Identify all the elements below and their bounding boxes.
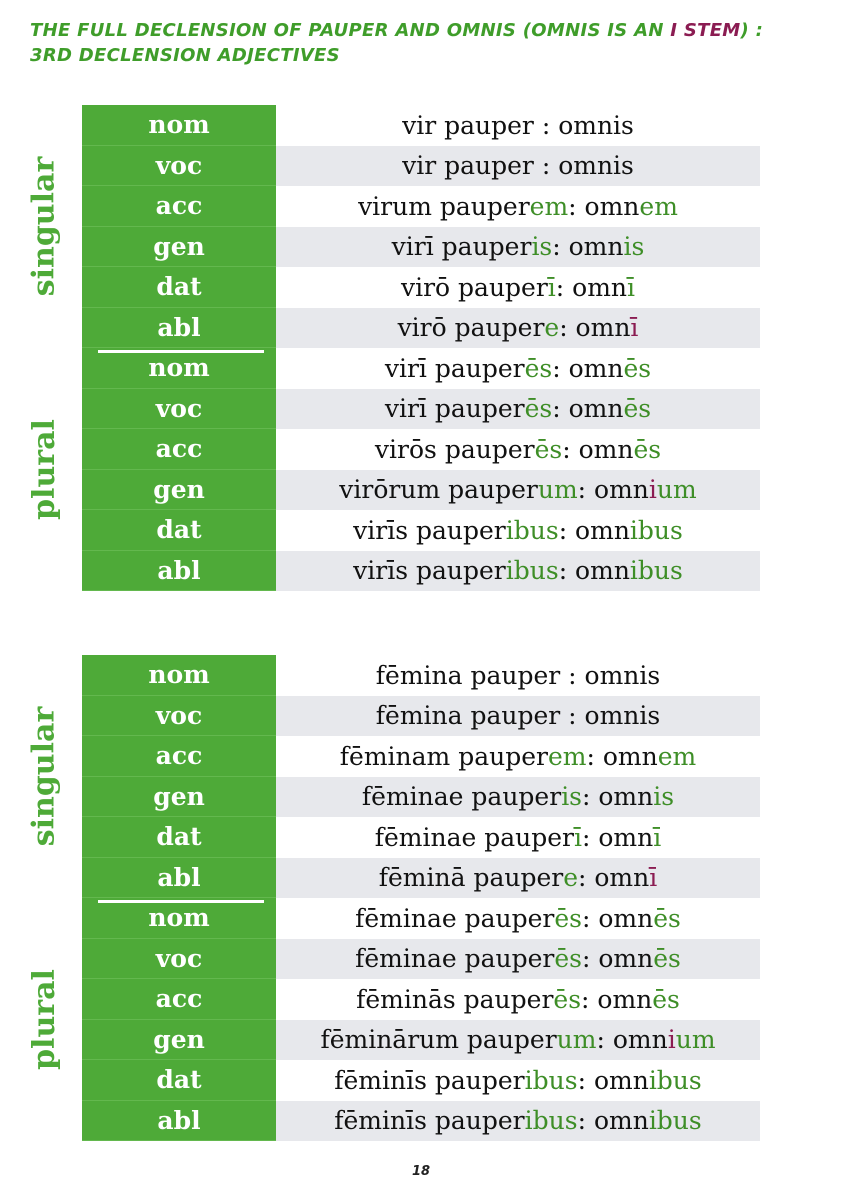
case-label: voc bbox=[82, 146, 276, 187]
table-row bbox=[82, 267, 760, 308]
case-label: abl bbox=[82, 551, 276, 592]
singular-plural-divider bbox=[98, 900, 264, 903]
table-row bbox=[82, 979, 760, 1020]
form-text: fēminīs pauper bbox=[334, 1065, 525, 1095]
form-text: : omn bbox=[586, 741, 658, 771]
ending-highlight: i bbox=[648, 475, 657, 505]
declined-form bbox=[276, 777, 760, 818]
declension-table-vir bbox=[26, 105, 760, 591]
ending-highlight: em bbox=[547, 741, 587, 771]
case-label: acc bbox=[82, 186, 276, 227]
form-text: virī pauper bbox=[384, 394, 525, 424]
form-text: vir pauper : omnis bbox=[402, 110, 634, 140]
table-row bbox=[82, 551, 760, 592]
form-text: : omn bbox=[582, 782, 654, 812]
ending-highlight: ī bbox=[649, 863, 658, 893]
group-label-text: plural bbox=[26, 969, 62, 1070]
declined-form bbox=[276, 979, 760, 1020]
form-text: : omn bbox=[558, 515, 630, 545]
case-label: abl bbox=[82, 1101, 276, 1142]
declined-form bbox=[276, 227, 760, 268]
ending-highlight: um bbox=[656, 475, 697, 505]
ending-highlight: i bbox=[667, 1025, 676, 1055]
declined-form bbox=[276, 696, 760, 737]
form-text: fēminae pauper bbox=[374, 822, 575, 852]
ending-highlight: is bbox=[531, 232, 553, 262]
table-row bbox=[82, 1020, 760, 1061]
declined-form bbox=[276, 736, 760, 777]
ending-highlight: em bbox=[657, 741, 697, 771]
ending-highlight: um bbox=[675, 1025, 716, 1055]
declined-form bbox=[276, 389, 760, 430]
form-text: : omn bbox=[555, 272, 628, 302]
case-label: nom bbox=[82, 105, 276, 146]
form-text: : omn bbox=[577, 1065, 649, 1095]
ending-highlight: ēs bbox=[553, 984, 582, 1014]
declined-form bbox=[276, 146, 760, 187]
ending-highlight: ī bbox=[547, 272, 556, 302]
ending-highlight: um bbox=[537, 475, 578, 505]
group-label-text: singular bbox=[26, 706, 62, 847]
table-row bbox=[82, 655, 760, 696]
form-text: : omn bbox=[578, 863, 650, 893]
case-label: dat bbox=[82, 817, 276, 858]
table-row bbox=[82, 186, 760, 227]
case-label: gen bbox=[82, 227, 276, 268]
table-row bbox=[82, 858, 760, 899]
form-text: : omn bbox=[552, 394, 624, 424]
form-text: : omn bbox=[582, 822, 654, 852]
table-row bbox=[82, 389, 760, 430]
table-row bbox=[82, 898, 760, 939]
form-text: : omn bbox=[552, 232, 624, 262]
declined-form bbox=[276, 510, 760, 551]
declined-form bbox=[276, 1020, 760, 1061]
ending-highlight: ibus bbox=[524, 1106, 578, 1136]
ending-highlight: ēs bbox=[633, 434, 662, 464]
table-row bbox=[82, 308, 760, 349]
case-label: nom bbox=[82, 348, 276, 389]
declined-form bbox=[276, 267, 760, 308]
table-row bbox=[82, 696, 760, 737]
form-text: fēminās pauper bbox=[356, 984, 554, 1014]
declined-form bbox=[276, 939, 760, 980]
form-text: : omn bbox=[581, 984, 653, 1014]
form-text: virīs pauper bbox=[353, 556, 506, 586]
declined-form bbox=[276, 470, 760, 511]
form-text: virō pauper bbox=[400, 272, 548, 302]
table-row bbox=[82, 736, 760, 777]
ending-highlight: ēs bbox=[534, 434, 563, 464]
case-label: abl bbox=[82, 858, 276, 899]
declined-form bbox=[276, 655, 760, 696]
case-label: gen bbox=[82, 777, 276, 818]
title-text-part1: THE FULL DECLENSION OF PAUPER AND OMNIS (OMNIS IS AN bbox=[30, 20, 671, 41]
ending-highlight: ēs bbox=[554, 903, 583, 933]
ending-highlight: em bbox=[529, 191, 569, 221]
ending-highlight: ēs bbox=[623, 394, 652, 424]
case-label: dat bbox=[82, 510, 276, 551]
page-title bbox=[30, 18, 820, 68]
ending-highlight: ēs bbox=[653, 944, 681, 974]
table-row bbox=[82, 227, 760, 268]
declined-form bbox=[276, 858, 760, 899]
form-text: : omn bbox=[582, 903, 654, 933]
ending-highlight: is bbox=[623, 232, 645, 262]
ending-highlight: ī bbox=[627, 272, 636, 302]
ending-highlight: is bbox=[561, 782, 583, 812]
ending-highlight: ī bbox=[653, 822, 662, 852]
ending-highlight: em bbox=[639, 191, 678, 221]
case-label: voc bbox=[82, 696, 276, 737]
form-text: virōs pauper bbox=[374, 434, 535, 464]
table-row bbox=[82, 817, 760, 858]
form-text: : omn bbox=[552, 353, 624, 383]
table-row bbox=[82, 1101, 760, 1142]
form-text: fēminā pauper bbox=[378, 863, 564, 893]
form-text: : omn bbox=[562, 434, 634, 464]
case-label: voc bbox=[82, 939, 276, 980]
group-label-singular bbox=[14, 655, 74, 898]
ending-highlight: ibus bbox=[505, 556, 559, 586]
case-label: gen bbox=[82, 470, 276, 511]
form-text: : omn bbox=[577, 1106, 649, 1136]
ending-highlight: is bbox=[653, 782, 675, 812]
table-row bbox=[82, 1060, 760, 1101]
case-label: acc bbox=[82, 429, 276, 470]
group-label-plural bbox=[14, 898, 74, 1141]
declined-form bbox=[276, 1101, 760, 1142]
table-row bbox=[82, 777, 760, 818]
table-row bbox=[82, 105, 760, 146]
case-label: abl bbox=[82, 308, 276, 349]
table-row bbox=[82, 429, 760, 470]
declined-form bbox=[276, 898, 760, 939]
form-text: fēminārum pauper bbox=[320, 1025, 557, 1055]
case-label: nom bbox=[82, 898, 276, 939]
ending-highlight: ēs bbox=[524, 394, 553, 424]
group-label-text: singular bbox=[26, 156, 62, 297]
case-label: gen bbox=[82, 1020, 276, 1061]
declined-form bbox=[276, 1060, 760, 1101]
declined-form bbox=[276, 429, 760, 470]
ending-highlight: ī bbox=[630, 313, 639, 343]
singular-plural-divider bbox=[98, 350, 264, 353]
ending-highlight: ibus bbox=[648, 1106, 702, 1136]
ending-highlight: ēs bbox=[524, 353, 553, 383]
form-text: virīs pauper bbox=[353, 515, 506, 545]
form-text: : omn bbox=[596, 1025, 668, 1055]
form-text: : omn bbox=[559, 313, 631, 343]
declined-form bbox=[276, 308, 760, 349]
form-text: fēmina pauper : omnis bbox=[375, 660, 661, 690]
table-row bbox=[82, 939, 760, 980]
case-label: dat bbox=[82, 267, 276, 308]
page-number: 18 bbox=[411, 1164, 431, 1179]
form-text: fēminae pauper bbox=[355, 903, 555, 933]
case-label: voc bbox=[82, 389, 276, 430]
case-label: acc bbox=[82, 736, 276, 777]
group-label-singular bbox=[14, 105, 74, 348]
ending-highlight: e bbox=[563, 863, 579, 893]
form-text: fēmina pauper : omnis bbox=[375, 701, 661, 731]
ending-highlight: ibus bbox=[505, 515, 559, 545]
form-text: fēminam pauper bbox=[339, 741, 548, 771]
title-line2: 3RD DECLENSION ADJECTIVES bbox=[30, 45, 340, 66]
ending-highlight: e bbox=[544, 313, 560, 343]
group-label-plural bbox=[14, 348, 74, 591]
ending-highlight: ēs bbox=[652, 984, 680, 1014]
ending-highlight: ibus bbox=[629, 556, 683, 586]
declined-form bbox=[276, 348, 760, 389]
table-row bbox=[82, 470, 760, 511]
ending-highlight: ī bbox=[574, 822, 583, 852]
declined-form bbox=[276, 105, 760, 146]
form-text: vir pauper : omnis bbox=[402, 151, 634, 181]
form-text: : omn bbox=[577, 475, 649, 505]
ending-highlight: ēs bbox=[623, 353, 652, 383]
form-text: : omn bbox=[582, 944, 654, 974]
form-text: virī pauper bbox=[384, 353, 525, 383]
title-highlight: I STEM bbox=[670, 20, 741, 41]
form-text: fēminae pauper bbox=[355, 944, 555, 974]
form-text: virōrum pauper bbox=[339, 475, 538, 505]
form-text: fēminae pauper bbox=[361, 782, 562, 812]
ending-highlight: ibus bbox=[629, 515, 683, 545]
ending-highlight: um bbox=[556, 1025, 597, 1055]
form-text: : omn bbox=[558, 556, 630, 586]
ending-highlight: ibus bbox=[648, 1065, 702, 1095]
declined-form bbox=[276, 186, 760, 227]
table-row bbox=[82, 348, 760, 389]
ending-highlight: ēs bbox=[653, 903, 681, 933]
case-label: dat bbox=[82, 1060, 276, 1101]
form-text: virō pauper bbox=[397, 313, 545, 343]
ending-highlight: ibus bbox=[524, 1065, 578, 1095]
form-text: : omn bbox=[568, 191, 640, 221]
case-label: acc bbox=[82, 979, 276, 1020]
table-row bbox=[82, 146, 760, 187]
table-row bbox=[82, 510, 760, 551]
form-text: virum pauper bbox=[358, 191, 530, 221]
form-text: virī pauper bbox=[391, 232, 532, 262]
form-text: fēminīs pauper bbox=[334, 1106, 525, 1136]
group-label-text: plural bbox=[26, 419, 62, 520]
declined-form bbox=[276, 551, 760, 592]
ending-highlight: ēs bbox=[554, 944, 583, 974]
declension-table-femina bbox=[26, 655, 760, 1141]
declined-form bbox=[276, 817, 760, 858]
title-text-part2: ) : bbox=[740, 20, 764, 41]
case-label: nom bbox=[82, 655, 276, 696]
